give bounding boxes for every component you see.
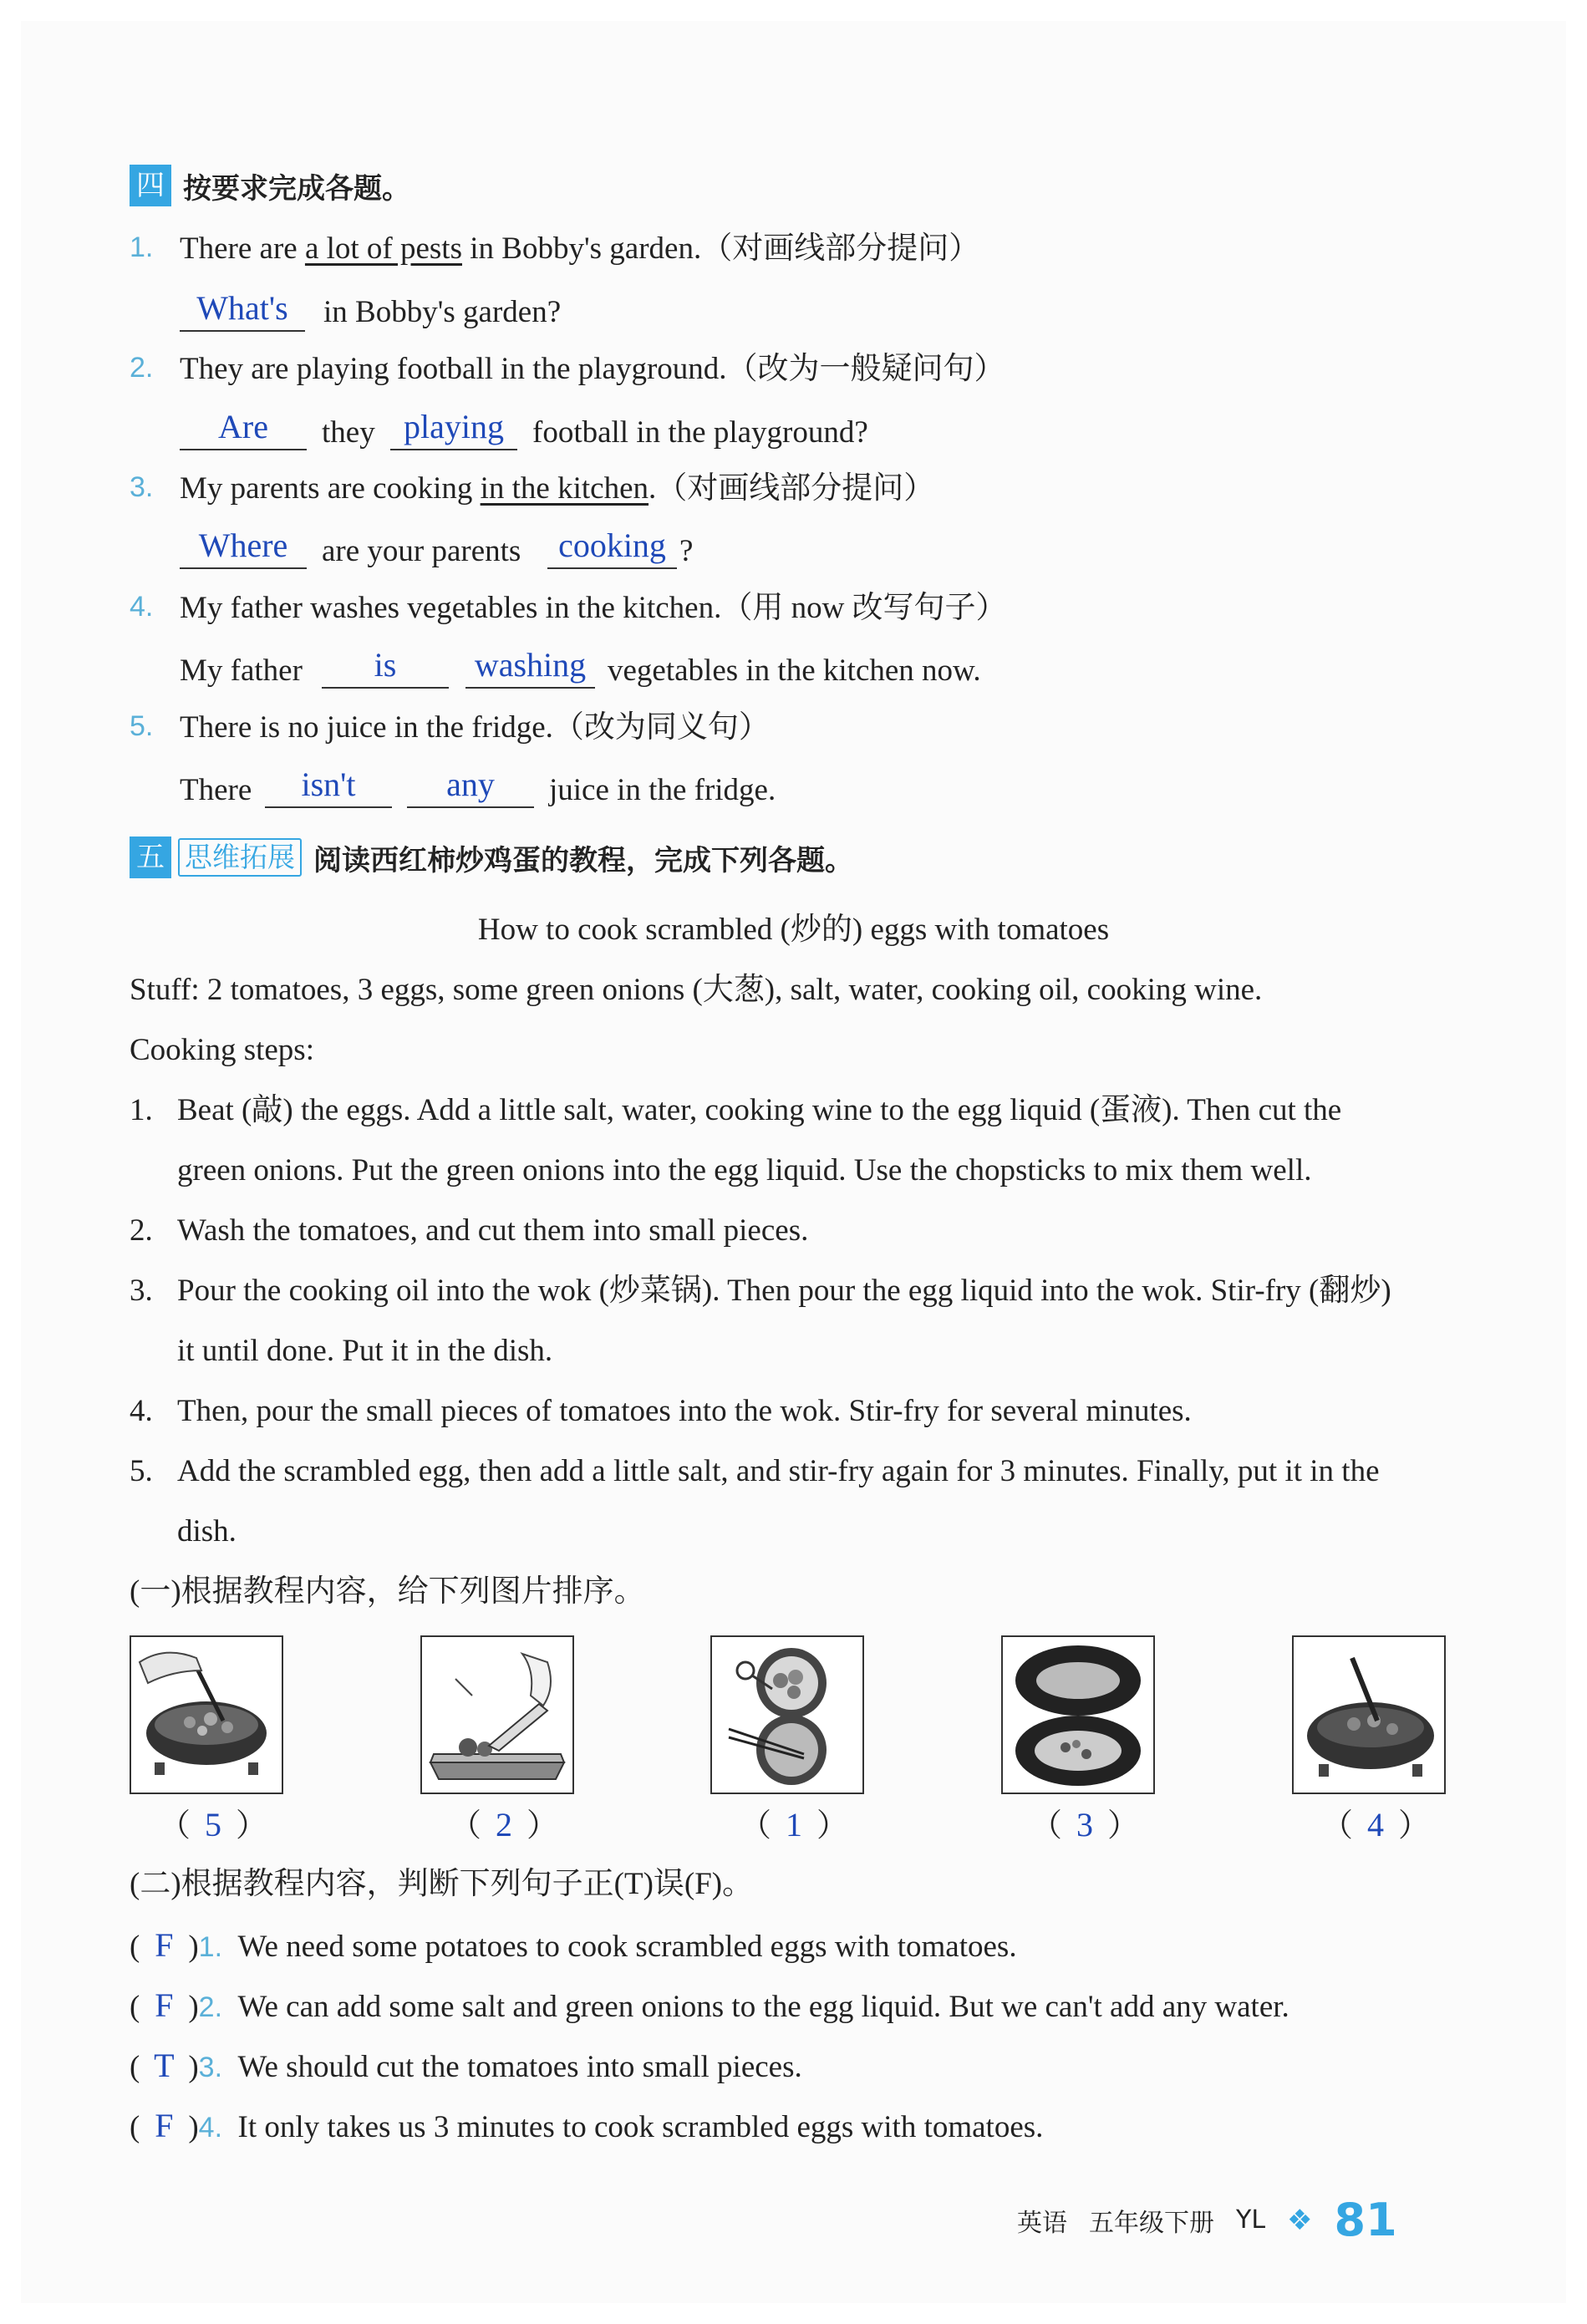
passage-title: How to cook scrambled (炒的) eggs with tomatoes bbox=[477, 913, 1110, 947]
bowls-chopsticks-icon bbox=[710, 1635, 864, 1794]
q4-line2-end: vegetables in the kitchen now. bbox=[608, 653, 981, 688]
tf-2-answer[interactable]: F bbox=[155, 1986, 174, 2024]
step-5-line2: dish. bbox=[177, 1514, 237, 1548]
step-5-number: 5. bbox=[130, 1454, 153, 1488]
step-2-line1: Wash the tomatoes, and cut them into small pieces. bbox=[177, 1213, 809, 1248]
q4-question: My father washes vegetables in the kitchen.（用 now 改写句子） bbox=[180, 591, 1007, 625]
tf-item-3: ( T )3. We should cut the tomatoes into small pieces. bbox=[130, 2047, 802, 2084]
wok-stirfry-icon bbox=[1292, 1635, 1446, 1794]
q3-line2-mid: are your parents bbox=[322, 534, 521, 568]
step-1-number: 1. bbox=[130, 1093, 153, 1127]
tf-4-answer[interactable]: F bbox=[155, 2107, 174, 2144]
picture-4-order: （ 3 ） bbox=[1030, 1806, 1140, 1843]
picture-2-answer[interactable]: 2 bbox=[496, 1806, 513, 1843]
part-1-title: (一)根据教程内容，给下列图片排序。 bbox=[130, 1574, 645, 1609]
step-1-line2: green onions. Put the green onions into the egg liquid. Use the chopsticks to mix them well. bbox=[177, 1153, 1312, 1187]
picture-3-order: （ 1 ） bbox=[740, 1806, 849, 1843]
q2-answer-1[interactable]: Are bbox=[180, 405, 307, 450]
q3-line2-end: ? bbox=[679, 534, 694, 568]
step-3-line2: it until done. Put it in the dish. bbox=[177, 1334, 553, 1368]
q2-answer-2[interactable]: playing bbox=[390, 405, 517, 450]
tf-3-answer[interactable]: T bbox=[154, 2047, 175, 2084]
picture-5-order: （ 4 ） bbox=[1321, 1806, 1431, 1843]
q1-underlined: a lot of pests bbox=[304, 231, 462, 266]
q5-line2-pre: There bbox=[180, 773, 252, 807]
step-2-number: 2. bbox=[130, 1213, 153, 1248]
page bbox=[21, 21, 1566, 2303]
section-4-header bbox=[130, 165, 410, 206]
footer-grade: 五年级下册 bbox=[1089, 2208, 1214, 2238]
section-4-badge: 四 bbox=[130, 165, 171, 206]
step-4-number: 4. bbox=[130, 1394, 153, 1428]
stuff-line: Stuff: 2 tomatoes, 3 eggs, some green onions (大葱), salt, water, cooking oil, cooking wine. bbox=[130, 973, 1263, 1007]
section-5-badge: 五 bbox=[130, 837, 171, 878]
plates-egg-icon bbox=[1001, 1635, 1155, 1794]
q1-number: 1. bbox=[130, 231, 154, 263]
q4-number: 4. bbox=[130, 591, 154, 623]
footer-subject: 英语 bbox=[1017, 2208, 1067, 2238]
q3-answer-1[interactable]: Where bbox=[180, 524, 307, 569]
diamond-icon: ❖ bbox=[1287, 2203, 1313, 2237]
knife-cutting-icon bbox=[420, 1635, 574, 1794]
q1-line2: in Bobby's garden? bbox=[323, 295, 562, 329]
q5-answer-1[interactable]: isn't bbox=[265, 763, 392, 808]
q2-word-they: they bbox=[322, 415, 375, 450]
step-4-line1: Then, pour the small pieces of tomatoes into the wok. Stir-fry for several minutes. bbox=[177, 1394, 1192, 1428]
section-5-title: 阅读西红柿炒鸡蛋的教程，完成下列各题。 bbox=[313, 843, 853, 877]
q5-answer-2[interactable]: any bbox=[407, 763, 534, 808]
wok-stirfry-hand-icon bbox=[130, 1635, 283, 1794]
picture-2-order: （ 2 ） bbox=[450, 1806, 559, 1843]
q3-question: My parents are cooking in the kitchen.（对画线部分提问） bbox=[180, 471, 935, 506]
step-1-line1: Beat (敲) the eggs. Add a little salt, water, cooking wine to the egg liquid (蛋液). Then cut the bbox=[177, 1093, 1342, 1127]
q3-underlined: in the kitchen bbox=[480, 471, 649, 506]
q3-number: 3. bbox=[130, 471, 154, 503]
step-3-line1: Pour the cooking oil into the wok (炒菜锅). Then pour the egg liquid into the wok. Stir-fry (翻炒) bbox=[177, 1274, 1391, 1308]
section-5-header bbox=[130, 837, 853, 878]
step-5-line1: Add the scrambled egg, then add a little salt, and stir-fry again for 3 minutes. Finally, put it in the bbox=[177, 1454, 1380, 1488]
picture-1-order: （ 5 ） bbox=[159, 1806, 268, 1843]
step-3-number: 3. bbox=[130, 1274, 153, 1308]
tf-1-answer[interactable]: F bbox=[155, 1926, 174, 1964]
q3-answer-2[interactable]: cooking bbox=[547, 524, 677, 569]
tf-item-1: ( F )1. We need some potatoes to cook scrambled eggs with tomatoes. bbox=[130, 1926, 1017, 1964]
picture-3-answer[interactable]: 1 bbox=[786, 1806, 803, 1843]
page-number: 81 bbox=[1334, 2194, 1397, 2246]
tf-item-2: ( F )2. We can add some salt and green onions to the egg liquid. But we can't add any water. bbox=[130, 1986, 1289, 2024]
q2-number: 2. bbox=[130, 352, 154, 384]
q5-number: 5. bbox=[130, 710, 154, 742]
q5-question: There is no juice in the fridge.（改为同义句） bbox=[180, 710, 770, 745]
part-2-title: (二)根据教程内容，判断下列句子正(T)误(F)。 bbox=[130, 1867, 754, 1901]
picture-5-answer[interactable]: 4 bbox=[1367, 1806, 1385, 1843]
q2-line2-end: football in the playground? bbox=[532, 415, 868, 450]
picture-1-answer[interactable]: 5 bbox=[205, 1806, 222, 1843]
q4-answer-2[interactable]: washing bbox=[465, 643, 595, 689]
picture-4-answer[interactable]: 3 bbox=[1076, 1806, 1094, 1843]
q4-answer-1[interactable]: is bbox=[322, 643, 449, 689]
q5-line2-end: juice in the fridge. bbox=[549, 773, 776, 807]
section-5-tag: 思维拓展 bbox=[178, 838, 302, 877]
q4-line2-pre: My father bbox=[180, 653, 303, 688]
footer-edition: YL bbox=[1236, 2205, 1266, 2235]
q2-question: They are playing football in the playground.（改为一般疑问句） bbox=[180, 352, 1005, 386]
page-footer bbox=[1017, 2194, 1397, 2246]
q1-question: There are a lot of pests in Bobby's garden.（对画线部分提问） bbox=[180, 231, 980, 266]
section-4-title: 按要求完成各题。 bbox=[183, 171, 410, 206]
tf-item-4: ( F )4. It only takes us 3 minutes to cook scrambled eggs with tomatoes. bbox=[130, 2107, 1044, 2144]
steps-label: Cooking steps: bbox=[130, 1033, 314, 1067]
q1-answer-1[interactable]: What's bbox=[180, 287, 305, 332]
